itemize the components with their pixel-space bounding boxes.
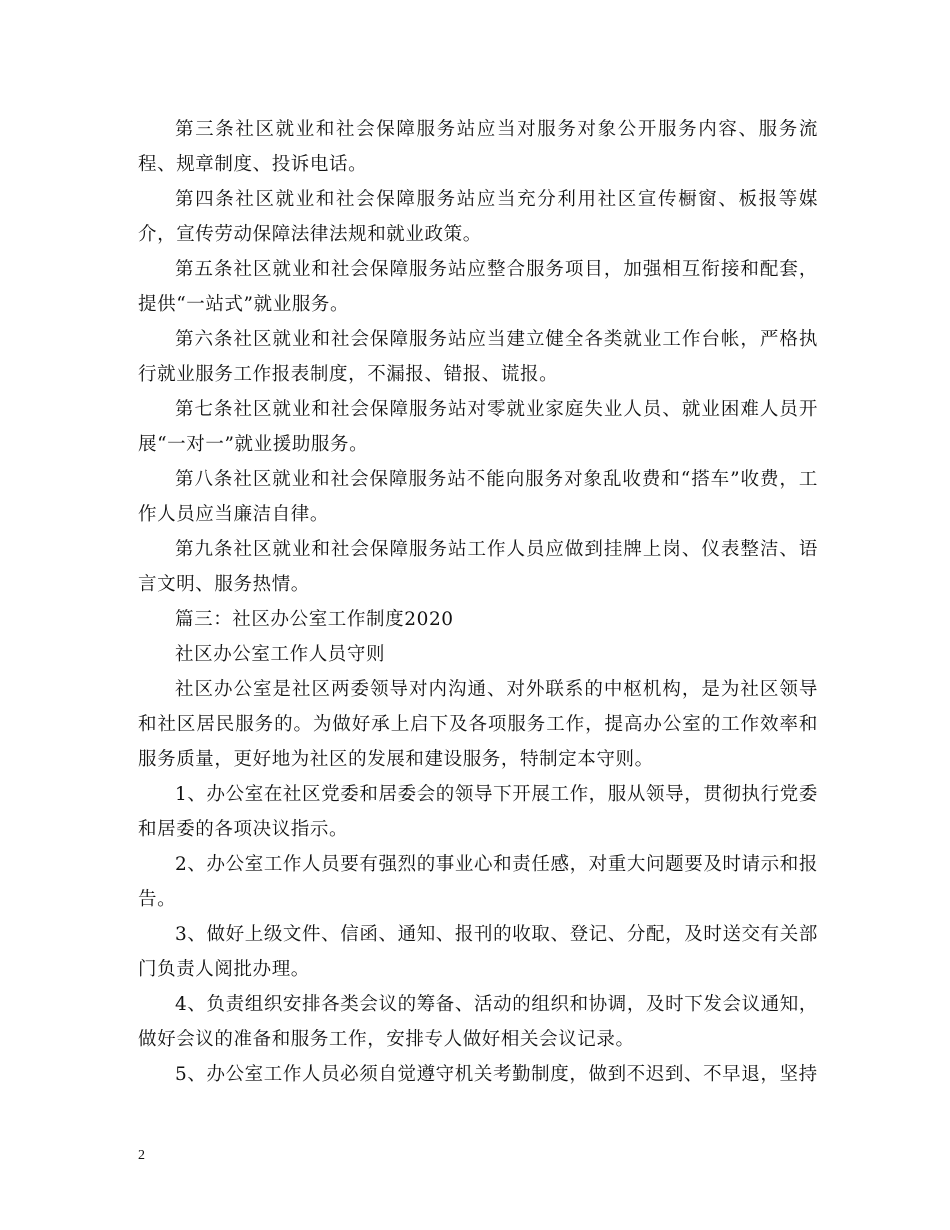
rule-4-paragraph: 4、负责组织安排各类会议的筹备、活动的组织和协调，及时下发会议通知，做好会议的准备和服务工作，安排专人做好相关会议记录。: [138, 994, 818, 1050]
rule-5-paragraph: 5、办公室工作人员必须自觉遵守机关考勤制度，做到不迟到、不早退，坚持: [175, 1064, 818, 1085]
article-5-paragraph: 第五条社区就业和社会保障服务站应整合服务项目，加强相互衔接和配套，提供“一站式”就业服务。: [138, 259, 818, 315]
document-body: [138, 112, 818, 1092]
article-4-paragraph: 第四条社区就业和社会保障服务站应当充分利用社区宣传橱窗、板报等媒介，宣传劳动保障法律法规和就业政策。: [138, 189, 818, 245]
rule-2-paragraph: 2、办公室工作人员要有强烈的事业心和责任感，对重大问题要及时请示和报告。: [138, 854, 818, 910]
page-number: 2: [138, 1148, 145, 1163]
intro-paragraph: 社区办公室是社区两委领导对内沟通、对外联系的中枢机构，是为社区领导和社区居民服务的。为做好承上启下及各项服务工作，提高办公室的工作效率和服务质量，更好地为社区的发展和建设服务，特制定本守则。: [138, 679, 818, 770]
article-6-paragraph: 第六条社区就业和社会保障服务站应当建立健全各类就业工作台帐，严格执行就业服务工作报表制度，不漏报、错报、谎报。: [138, 329, 818, 385]
subsection-heading: 社区办公室工作人员守则: [175, 644, 386, 665]
article-3-paragraph: 第三条社区就业和社会保障服务站应当对服务对象公开服务内容、服务流程、规章制度、投诉电话。: [138, 119, 818, 175]
article-7-paragraph: 第七条社区就业和社会保障服务站对零就业家庭失业人员、就业困难人员开展“一对一”就业援助服务。: [138, 399, 818, 455]
section-heading: 篇三：社区办公室工作制度2020: [175, 609, 454, 630]
rule-1-paragraph: 1、办公室在社区党委和居委会的领导下开展工作，服从领导，贯彻执行党委和居委的各项决议指示。: [138, 784, 818, 840]
rule-3-paragraph: 3、做好上级文件、信函、通知、报刊的收取、登记、分配，及时送交有关部门负责人阅批办理。: [138, 924, 818, 980]
article-8-paragraph: 第八条社区就业和社会保障服务站不能向服务对象乱收费和“搭车”收费，工作人员应当廉洁自律。: [138, 469, 818, 525]
article-9-paragraph: 第九条社区就业和社会保障服务站工作人员应做到挂牌上岗、仪表整洁、语言文明、服务热情。: [138, 539, 818, 595]
